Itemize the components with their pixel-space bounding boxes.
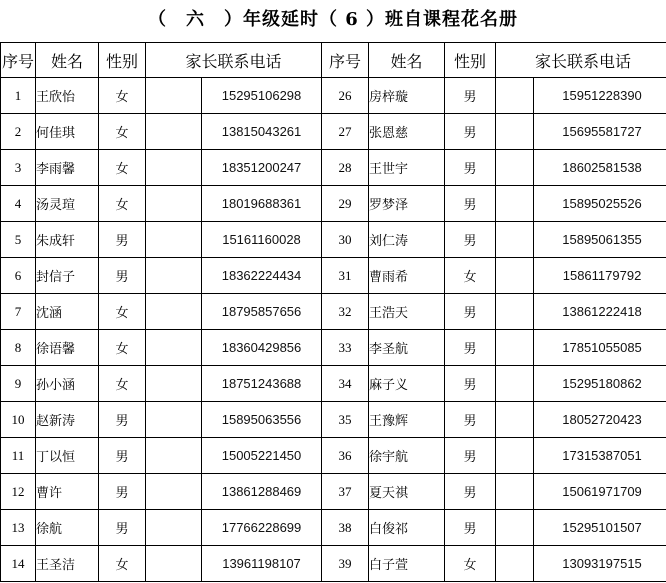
blank-cell bbox=[496, 186, 534, 222]
student-name-cell: 赵新涛 bbox=[36, 402, 99, 438]
parent-phone-cell: 15005221450 bbox=[202, 438, 322, 474]
parent-phone-cell: 15895025526 bbox=[534, 186, 666, 222]
roster-table bbox=[0, 42, 666, 582]
seq-cell: 7 bbox=[1, 294, 36, 330]
header-gender-right: 性别 bbox=[445, 43, 496, 78]
student-name-cell: 汤灵瑄 bbox=[36, 186, 99, 222]
parent-phone-cell: 18795857656 bbox=[202, 294, 322, 330]
table-row bbox=[1, 114, 666, 150]
student-name-cell: 王豫辉 bbox=[369, 402, 445, 438]
seq-cell: 32 bbox=[322, 294, 369, 330]
parent-phone-cell: 13961198107 bbox=[202, 546, 322, 582]
parent-phone-cell: 15295101507 bbox=[534, 510, 666, 546]
parent-phone-cell: 15951228390 bbox=[534, 78, 666, 114]
student-name-cell: 曹雨希 bbox=[369, 258, 445, 294]
seq-cell: 3 bbox=[1, 150, 36, 186]
gender-cell: 女 bbox=[99, 546, 146, 582]
student-name-cell: 何佳琪 bbox=[36, 114, 99, 150]
header-gender-left: 性别 bbox=[99, 43, 146, 78]
blank-cell bbox=[146, 294, 202, 330]
student-name-cell: 徐宇航 bbox=[369, 438, 445, 474]
blank-cell bbox=[496, 222, 534, 258]
blank-cell bbox=[146, 222, 202, 258]
table-row bbox=[1, 438, 666, 474]
seq-cell: 28 bbox=[322, 150, 369, 186]
blank-cell bbox=[146, 186, 202, 222]
table-row bbox=[1, 474, 666, 510]
gender-cell: 女 bbox=[99, 294, 146, 330]
student-name-cell: 王欣怡 bbox=[36, 78, 99, 114]
seq-cell: 26 bbox=[322, 78, 369, 114]
student-name-cell: 李圣航 bbox=[369, 330, 445, 366]
roster-body bbox=[1, 78, 666, 582]
blank-cell bbox=[496, 402, 534, 438]
student-name-cell: 孙小涵 bbox=[36, 366, 99, 402]
header-phone-left: 家长联系电话 bbox=[146, 43, 322, 78]
parent-phone-cell: 18360429856 bbox=[202, 330, 322, 366]
seq-cell: 38 bbox=[322, 510, 369, 546]
student-name-cell: 封信子 bbox=[36, 258, 99, 294]
header-row bbox=[1, 43, 666, 78]
blank-cell bbox=[146, 474, 202, 510]
parent-phone-cell: 15061971709 bbox=[534, 474, 666, 510]
blank-cell bbox=[496, 474, 534, 510]
parent-phone-cell: 15161160028 bbox=[202, 222, 322, 258]
student-name-cell: 罗梦泽 bbox=[369, 186, 445, 222]
seq-cell: 37 bbox=[322, 474, 369, 510]
student-name-cell: 张恩慈 bbox=[369, 114, 445, 150]
gender-cell: 女 bbox=[99, 78, 146, 114]
parent-phone-cell: 15295106298 bbox=[202, 78, 322, 114]
student-name-cell: 王浩天 bbox=[369, 294, 445, 330]
student-name-cell: 徐航 bbox=[36, 510, 99, 546]
gender-cell: 女 bbox=[99, 330, 146, 366]
student-name-cell: 王圣洁 bbox=[36, 546, 99, 582]
gender-cell: 男 bbox=[99, 438, 146, 474]
gender-cell: 男 bbox=[99, 474, 146, 510]
seq-cell: 29 bbox=[322, 186, 369, 222]
table-row bbox=[1, 294, 666, 330]
table-row bbox=[1, 186, 666, 222]
student-name-cell: 夏天祺 bbox=[369, 474, 445, 510]
header-name-left: 姓名 bbox=[36, 43, 99, 78]
gender-cell: 男 bbox=[445, 222, 496, 258]
blank-cell bbox=[146, 510, 202, 546]
table-row bbox=[1, 402, 666, 438]
table-row bbox=[1, 222, 666, 258]
seq-cell: 30 bbox=[322, 222, 369, 258]
header-name-right: 姓名 bbox=[369, 43, 445, 78]
student-name-cell: 朱成轩 bbox=[36, 222, 99, 258]
parent-phone-cell: 17315387051 bbox=[534, 438, 666, 474]
table-row bbox=[1, 366, 666, 402]
seq-cell: 36 bbox=[322, 438, 369, 474]
gender-cell: 男 bbox=[99, 402, 146, 438]
blank-cell bbox=[496, 258, 534, 294]
seq-cell: 31 bbox=[322, 258, 369, 294]
parent-phone-cell: 13861288469 bbox=[202, 474, 322, 510]
parent-phone-cell: 15695581727 bbox=[534, 114, 666, 150]
seq-cell: 5 bbox=[1, 222, 36, 258]
gender-cell: 男 bbox=[99, 510, 146, 546]
table-row bbox=[1, 510, 666, 546]
seq-cell: 33 bbox=[322, 330, 369, 366]
table-row bbox=[1, 330, 666, 366]
blank-cell bbox=[146, 78, 202, 114]
header-phone-right: 家长联系电话 bbox=[496, 43, 666, 78]
seq-cell: 27 bbox=[322, 114, 369, 150]
blank-cell bbox=[146, 438, 202, 474]
header-seq-right: 序号 bbox=[322, 43, 369, 78]
gender-cell: 男 bbox=[445, 186, 496, 222]
gender-cell: 男 bbox=[445, 474, 496, 510]
gender-cell: 男 bbox=[99, 222, 146, 258]
blank-cell bbox=[146, 402, 202, 438]
table-row bbox=[1, 78, 666, 114]
blank-cell bbox=[146, 366, 202, 402]
blank-cell bbox=[146, 150, 202, 186]
parent-phone-cell: 15895063556 bbox=[202, 402, 322, 438]
parent-phone-cell: 13815043261 bbox=[202, 114, 322, 150]
gender-cell: 男 bbox=[445, 150, 496, 186]
gender-cell: 男 bbox=[445, 78, 496, 114]
seq-cell: 9 bbox=[1, 366, 36, 402]
seq-cell: 6 bbox=[1, 258, 36, 294]
blank-cell bbox=[146, 114, 202, 150]
student-name-cell: 房梓璇 bbox=[369, 78, 445, 114]
gender-cell: 女 bbox=[445, 546, 496, 582]
seq-cell: 35 bbox=[322, 402, 369, 438]
student-name-cell: 李雨馨 bbox=[36, 150, 99, 186]
seq-cell: 12 bbox=[1, 474, 36, 510]
gender-cell: 男 bbox=[445, 294, 496, 330]
gender-cell: 男 bbox=[445, 114, 496, 150]
parent-phone-cell: 13861222418 bbox=[534, 294, 666, 330]
blank-cell bbox=[496, 294, 534, 330]
parent-phone-cell: 13093197515 bbox=[534, 546, 666, 582]
gender-cell: 女 bbox=[99, 186, 146, 222]
blank-cell bbox=[146, 258, 202, 294]
gender-cell: 女 bbox=[99, 114, 146, 150]
seq-cell: 1 bbox=[1, 78, 36, 114]
gender-cell: 男 bbox=[445, 402, 496, 438]
student-name-cell: 麻子义 bbox=[369, 366, 445, 402]
student-name-cell: 白俊祁 bbox=[369, 510, 445, 546]
parent-phone-cell: 18602581538 bbox=[534, 150, 666, 186]
blank-cell bbox=[496, 510, 534, 546]
gender-cell: 男 bbox=[445, 330, 496, 366]
blank-cell bbox=[496, 150, 534, 186]
parent-phone-cell: 18052720423 bbox=[534, 402, 666, 438]
blank-cell bbox=[496, 78, 534, 114]
parent-phone-cell: 15895061355 bbox=[534, 222, 666, 258]
parent-phone-cell: 18751243688 bbox=[202, 366, 322, 402]
seq-cell: 39 bbox=[322, 546, 369, 582]
student-name-cell: 王世宇 bbox=[369, 150, 445, 186]
parent-phone-cell: 18019688361 bbox=[202, 186, 322, 222]
gender-cell: 男 bbox=[445, 366, 496, 402]
parent-phone-cell: 17851055085 bbox=[534, 330, 666, 366]
student-name-cell: 白子萱 bbox=[369, 546, 445, 582]
blank-cell bbox=[496, 438, 534, 474]
seq-cell: 2 bbox=[1, 114, 36, 150]
seq-cell: 4 bbox=[1, 186, 36, 222]
header-seq-left: 序号 bbox=[1, 43, 36, 78]
seq-cell: 34 bbox=[322, 366, 369, 402]
gender-cell: 男 bbox=[99, 258, 146, 294]
gender-cell: 女 bbox=[445, 258, 496, 294]
seq-cell: 13 bbox=[1, 510, 36, 546]
student-name-cell: 刘仁涛 bbox=[369, 222, 445, 258]
student-name-cell: 沈涵 bbox=[36, 294, 99, 330]
blank-cell bbox=[496, 114, 534, 150]
blank-cell bbox=[496, 366, 534, 402]
table-row bbox=[1, 546, 666, 582]
student-name-cell: 徐语馨 bbox=[36, 330, 99, 366]
table-row bbox=[1, 150, 666, 186]
roster-title: （ 六 ）年级延时（ 6 ）班自课程花名册 bbox=[147, 9, 519, 30]
gender-cell: 女 bbox=[99, 150, 146, 186]
gender-cell: 男 bbox=[445, 438, 496, 474]
student-name-cell: 丁以恒 bbox=[36, 438, 99, 474]
blank-cell bbox=[146, 330, 202, 366]
seq-cell: 8 bbox=[1, 330, 36, 366]
gender-cell: 男 bbox=[445, 510, 496, 546]
blank-cell bbox=[496, 546, 534, 582]
gender-cell: 女 bbox=[99, 366, 146, 402]
blank-cell bbox=[496, 330, 534, 366]
parent-phone-cell: 15295180862 bbox=[534, 366, 666, 402]
seq-cell: 10 bbox=[1, 402, 36, 438]
table-row bbox=[1, 258, 666, 294]
parent-phone-cell: 15861179792 bbox=[534, 258, 666, 294]
parent-phone-cell: 18351200247 bbox=[202, 150, 322, 186]
seq-cell: 11 bbox=[1, 438, 36, 474]
seq-cell: 14 bbox=[1, 546, 36, 582]
blank-cell bbox=[146, 546, 202, 582]
student-name-cell: 曹许 bbox=[36, 474, 99, 510]
parent-phone-cell: 17766228699 bbox=[202, 510, 322, 546]
parent-phone-cell: 18362224434 bbox=[202, 258, 322, 294]
